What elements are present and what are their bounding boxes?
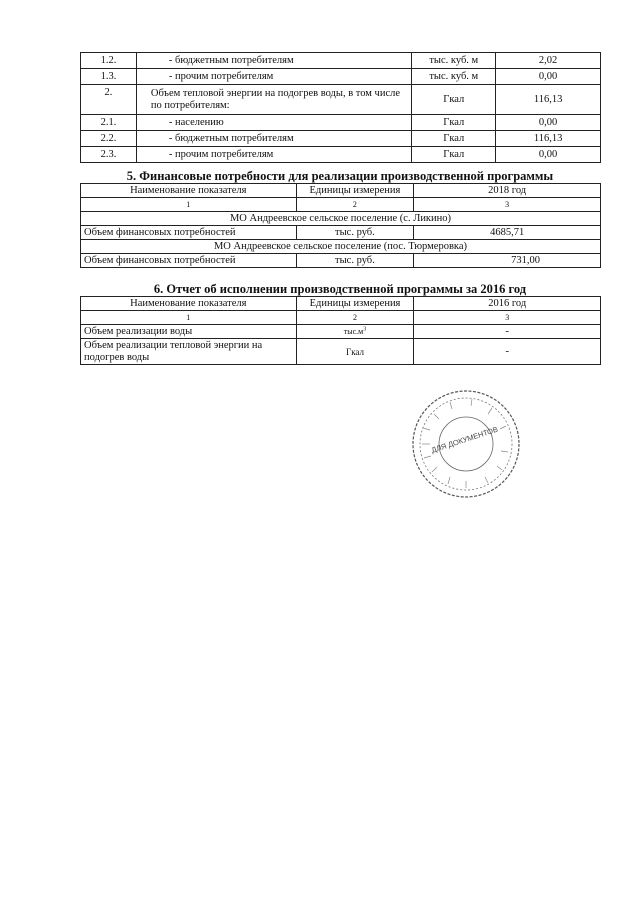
production-table xyxy=(80,52,601,163)
row-name: Объем реализации воды xyxy=(81,325,297,339)
col-number: 1 xyxy=(81,198,297,212)
row-value: 2,02 xyxy=(496,53,601,69)
row-unit: Гкал xyxy=(412,131,496,147)
stamp-text: ДЛЯ ДОКУМЕНТОВ xyxy=(430,424,499,455)
row-unit: тыс. куб. м xyxy=(412,53,496,69)
row-value: - xyxy=(414,339,601,365)
row-name: Объем финансовых потребностей xyxy=(81,226,297,240)
row-unit: Гкал xyxy=(412,85,496,115)
col-number: 3 xyxy=(414,311,601,325)
row-number: 2. xyxy=(81,85,137,115)
table-row xyxy=(81,254,601,268)
row-name: - бюджетным потребителям xyxy=(136,53,411,69)
table-row xyxy=(81,69,601,85)
table-row xyxy=(81,147,601,163)
row-name: - населению xyxy=(136,115,411,131)
col-number: 2 xyxy=(296,311,414,325)
row-value: 0,00 xyxy=(496,69,601,85)
row-number: 1.3. xyxy=(81,69,137,85)
row-value: 0,00 xyxy=(496,147,601,163)
row-unit: Гкал xyxy=(296,339,414,365)
section5-title: 5. Финансовые потребности для реализации производственной программы xyxy=(126,169,554,183)
section6-title: 6. Отчет об исполнении производственной программы за 2016 год xyxy=(153,282,527,296)
row-value: 116,13 xyxy=(496,131,601,147)
table-row xyxy=(81,85,601,115)
row-value: 0,00 xyxy=(496,115,601,131)
row-value: 4685,71 xyxy=(414,226,601,240)
row-unit: Гкал xyxy=(412,115,496,131)
header-unit: Единицы измерения xyxy=(296,297,414,311)
row-name: Объем реализации тепловой энергии на подогрев воды xyxy=(81,339,297,365)
unit-text: тыс.м xyxy=(343,326,364,336)
group-row xyxy=(81,240,601,254)
table-row xyxy=(81,115,601,131)
row-number: 1.2. xyxy=(81,53,137,69)
table-row xyxy=(81,339,601,365)
group-label: МО Андреевское сельское поселение (с. Ликино) xyxy=(81,212,601,226)
row-unit: тыс. руб. xyxy=(296,254,414,268)
table-header-row xyxy=(81,297,601,311)
table-row xyxy=(81,53,601,69)
col-number: 2 xyxy=(296,198,414,212)
table-header-row xyxy=(81,184,601,198)
row-name: Объем тепловой энергии на подогрев воды, в том числе по потребителям: xyxy=(136,85,411,115)
row-value: 731,00 xyxy=(414,254,601,268)
row-name: - прочим потребителям xyxy=(136,147,411,163)
col-number: 3 xyxy=(414,198,601,212)
financial-needs-table xyxy=(80,183,601,268)
row-name: - бюджетным потребителям xyxy=(136,131,411,147)
column-numbers-row xyxy=(81,311,601,325)
row-value: - xyxy=(414,325,601,339)
header-name: Наименование показателя xyxy=(81,297,297,311)
header-unit: Единицы измерения xyxy=(296,184,414,198)
row-number: 2.1. xyxy=(81,115,137,131)
table-row xyxy=(81,325,601,339)
row-name: Объем финансовых потребностей xyxy=(81,254,297,268)
row-name: - прочим потребителям xyxy=(136,69,411,85)
col-number: 1 xyxy=(81,311,297,325)
table-row xyxy=(81,226,601,240)
header-name: Наименование показателя xyxy=(81,184,297,198)
round-stamp xyxy=(408,388,524,500)
row-number: 2.2. xyxy=(81,131,137,147)
group-label: МО Андреевское сельское поселение (пос. Тюрмеровка) xyxy=(81,240,601,254)
table-row xyxy=(81,131,601,147)
unit-superscript: 3 xyxy=(363,325,367,332)
stamp-seal-icon xyxy=(408,388,524,500)
column-numbers-row xyxy=(81,198,601,212)
row-number: 2.3. xyxy=(81,147,137,163)
header-year: 2018 год xyxy=(414,184,601,198)
header-year: 2016 год xyxy=(414,297,601,311)
row-unit: Гкал xyxy=(412,147,496,163)
program-report-table xyxy=(80,296,601,365)
row-unit xyxy=(296,325,414,339)
row-unit: тыс. куб. м xyxy=(412,69,496,85)
row-value: 116,13 xyxy=(496,85,601,115)
group-row xyxy=(81,212,601,226)
row-unit: тыс. руб. xyxy=(296,226,414,240)
